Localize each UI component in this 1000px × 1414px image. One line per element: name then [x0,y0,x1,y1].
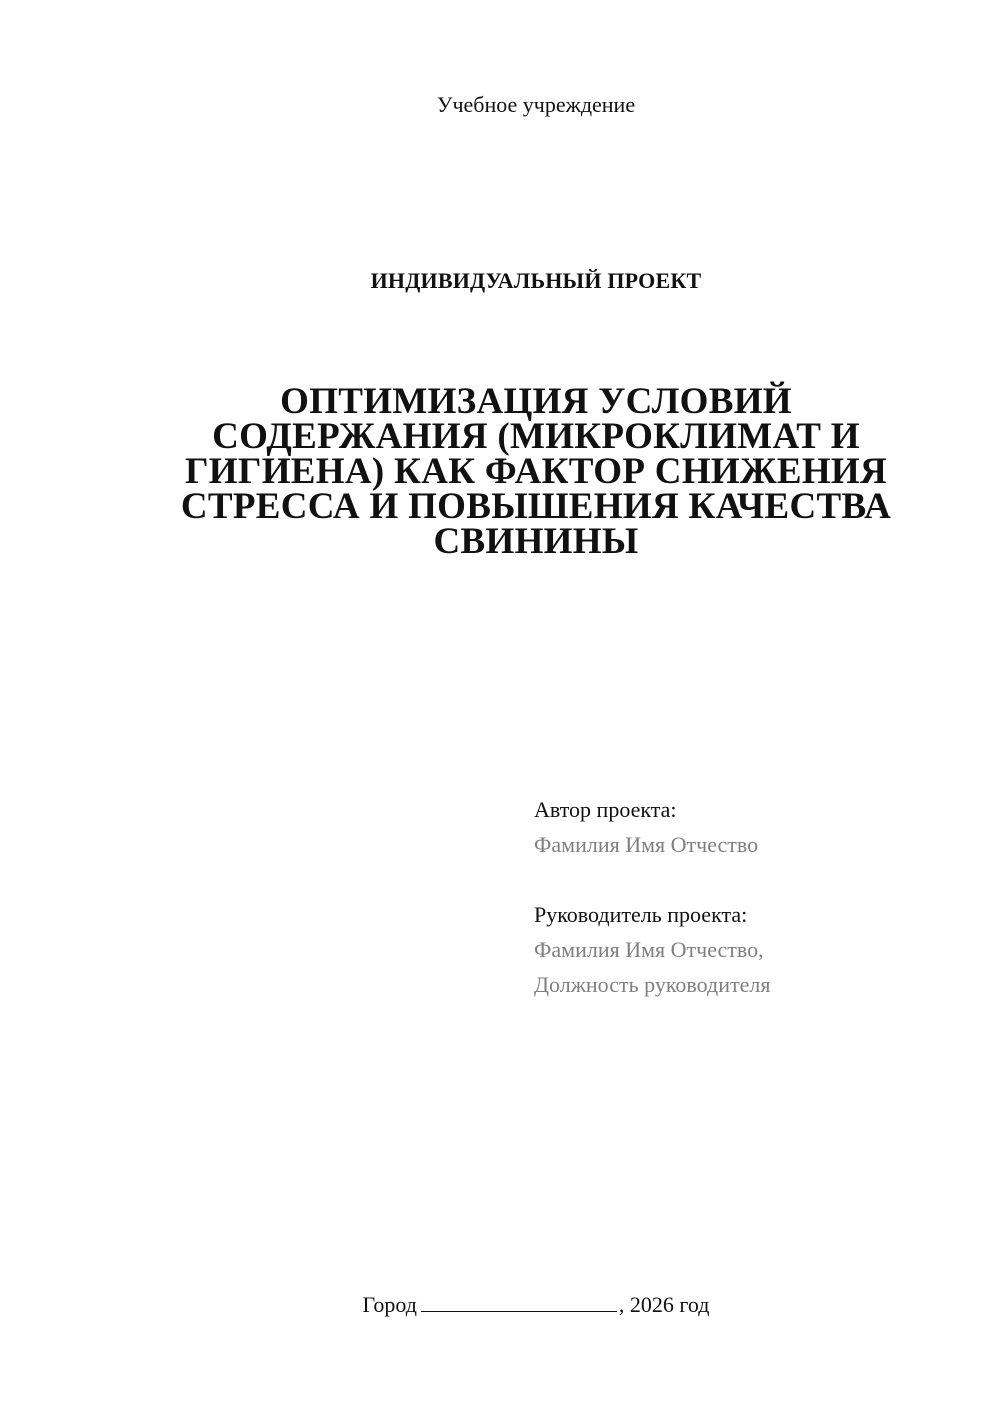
city-blank-line [421,1293,617,1312]
author-name: Фамилия Имя Отчество [534,832,759,857]
year-text: , 2026 год [618,1292,710,1317]
supervisor-block [534,897,974,1002]
project-title-line: СТРЕССА И ПОВЫШЕНИЯ КАЧЕСТВА [180,486,892,527]
author-label: Автор проекта: [534,797,677,822]
project-title-line: ОПТИМИЗАЦИЯ УСЛОВИЙ [280,381,792,422]
project-title [140,381,932,562]
institution-name: Учебное учреждение [436,92,636,117]
supervisor-name: Фамилия Имя Отчество, [534,937,764,962]
project-title-line: СВИНИНЫ [433,521,639,562]
credits-block [534,792,974,1002]
supervisor-position: Должность руководителя [534,972,771,997]
project-title-line: СОДЕРЖАНИЯ (МИКРОКЛИМАТ И [212,416,860,457]
city-label: Город [362,1292,417,1317]
project-type-heading: ИНДИВИДУАЛЬНЫЙ ПРОЕКТ [370,268,702,293]
author-block [534,792,974,862]
supervisor-label: Руководитель проекта: [534,902,748,927]
project-title-line: ГИГИЕНА) КАК ФАКТОР СНИЖЕНИЯ [184,451,888,492]
footer-city-year [0,1292,1000,1318]
